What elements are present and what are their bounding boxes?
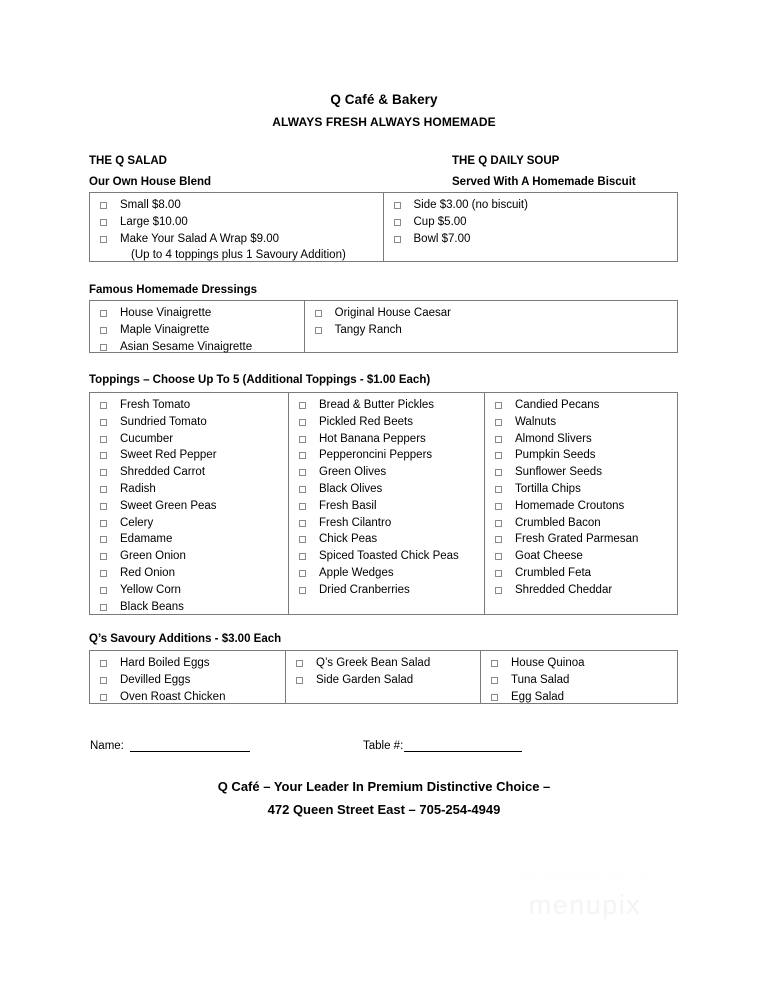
topping-option-label: Pepperoncini Peppers (319, 449, 433, 462)
soup-options-column (383, 193, 678, 261)
dressings-column-2 (304, 301, 677, 352)
salad-soup-table (89, 192, 678, 262)
topping-option-row[interactable] (485, 565, 676, 582)
topping-option-label: Shredded Cheddar (515, 583, 613, 596)
salad-option-row[interactable] (90, 197, 383, 214)
name-input-line[interactable] (130, 740, 250, 752)
topping-option-label: Bread & Butter Pickles (319, 399, 435, 411)
savoury-option-row[interactable] (90, 672, 285, 689)
salad-option-label: Large $10.00 (120, 215, 188, 228)
topping-option-row[interactable] (90, 431, 288, 448)
salad-section-subheading: Our Own House Blend (89, 176, 212, 188)
checkbox-icon[interactable] (394, 202, 401, 209)
checkbox-icon[interactable] (299, 520, 306, 527)
checkbox-icon[interactable] (100, 436, 107, 443)
salad-option-label: Make Your Salad A Wrap $9.00 (120, 232, 279, 245)
toppings-table (89, 392, 678, 615)
checkbox-icon[interactable] (100, 660, 107, 667)
name-field[interactable] (90, 740, 250, 752)
dressing-option-label: Asian Sesame Vinaigrette (120, 340, 253, 353)
topping-option-row[interactable] (90, 447, 288, 464)
checkbox-icon[interactable] (495, 402, 502, 409)
footer-tagline: Q Café – Your Leader In Premium Distinctive Choice – (217, 779, 551, 794)
topping-option-label: Black Olives (319, 482, 383, 495)
dressings-table (89, 300, 678, 353)
topping-option-label: Walnuts (515, 415, 557, 428)
table-number-field[interactable] (363, 740, 522, 752)
topping-option-row[interactable] (485, 431, 676, 448)
checkbox-icon[interactable] (299, 503, 306, 510)
checkbox-icon[interactable] (100, 202, 107, 209)
savoury-option-label: Tuna Salad (511, 673, 570, 686)
page-subtitle: ALWAYS FRESH ALWAYS HOMEMADE (272, 115, 496, 129)
checkbox-icon[interactable] (315, 310, 322, 317)
soup-option-row[interactable] (384, 197, 678, 214)
toppings-column-2 (288, 393, 484, 614)
salad-section-heading: THE Q SALAD (89, 155, 167, 167)
salad-option-label: Small $8.00 (120, 199, 181, 211)
topping-option-row[interactable] (289, 515, 484, 532)
dressing-option-label: Tangy Ranch (334, 323, 402, 336)
topping-option-label: Sweet Red Pepper (120, 449, 217, 462)
topping-option-row[interactable] (90, 582, 288, 599)
checkbox-icon[interactable] (495, 452, 502, 459)
salad-option-row[interactable] (90, 214, 383, 231)
topping-option-label: Crumbled Feta (515, 566, 592, 579)
checkbox-icon[interactable] (100, 570, 107, 577)
dressing-option-label: Original House Caesar (334, 307, 451, 319)
toppings-section-heading: Toppings – Choose Up To 5 (Additional Toppings - $1.00 Each) (89, 374, 431, 386)
topping-option-row[interactable] (90, 515, 288, 532)
checkbox-icon[interactable] (299, 402, 306, 409)
checkbox-icon[interactable] (495, 469, 502, 476)
topping-option-label: Pickled Red Beets (319, 415, 413, 428)
checkbox-icon[interactable] (299, 553, 306, 560)
checkbox-icon[interactable] (299, 436, 306, 443)
salad-wrap-note: (Up to 4 toppings plus 1 Savoury Addition) (131, 249, 346, 262)
topping-option-row[interactable] (485, 515, 676, 532)
topping-option-label: Crumbled Bacon (515, 516, 601, 529)
topping-option-row[interactable] (90, 397, 288, 414)
savoury-option-label: Side Garden Salad (316, 673, 414, 686)
topping-option-label: Dried Cranberries (319, 583, 410, 596)
checkbox-icon[interactable] (100, 402, 107, 409)
topping-option-row[interactable] (485, 548, 676, 565)
savoury-option-row[interactable] (481, 689, 676, 706)
topping-option-row[interactable] (289, 531, 484, 548)
soup-option-row[interactable] (384, 231, 678, 248)
checkbox-icon[interactable] (100, 503, 107, 510)
checkbox-icon[interactable] (299, 587, 306, 594)
dressing-option-row[interactable] (305, 305, 677, 322)
topping-option-label: Fresh Tomato (120, 399, 191, 411)
checkbox-icon[interactable] (495, 520, 502, 527)
checkbox-icon[interactable] (100, 553, 107, 560)
topping-option-label: Green Onion (120, 550, 186, 563)
topping-option-row[interactable] (90, 531, 288, 548)
topping-option-label: Fresh Grated Parmesan (515, 533, 639, 546)
savoury-option-label: Hard Boiled Eggs (120, 657, 210, 669)
footer-address: 472 Queen Street East – 705-254-4949 (267, 802, 501, 817)
page-title: Q Café & Bakery (330, 92, 438, 107)
topping-option-row[interactable] (485, 397, 676, 414)
checkbox-icon[interactable] (495, 436, 502, 443)
checkbox-icon[interactable] (100, 520, 107, 527)
soup-option-label: Cup $5.00 (413, 215, 467, 228)
watermark-brand: menupix (528, 890, 642, 920)
topping-option-label: Spiced Toasted Chick Peas (319, 550, 459, 563)
checkbox-icon[interactable] (100, 310, 107, 317)
dressings-column-1 (90, 301, 304, 352)
topping-option-row[interactable] (485, 481, 676, 498)
savoury-option-row[interactable] (90, 689, 285, 706)
salad-options-column (90, 193, 383, 261)
topping-option-row[interactable] (289, 397, 484, 414)
soup-option-label: Side $3.00 (no biscuit) (413, 199, 528, 211)
dressing-option-row[interactable] (90, 322, 304, 339)
topping-option-label: Cucumber (120, 432, 174, 445)
dressing-option-label: House Vinaigrette (120, 307, 212, 319)
topping-option-label: Black Beans (120, 600, 184, 613)
topping-option-row[interactable] (289, 464, 484, 481)
watermark-tagline: find restaurants near you (516, 870, 654, 882)
topping-option-row[interactable] (90, 414, 288, 431)
checkbox-icon[interactable] (495, 587, 502, 594)
topping-option-row[interactable] (289, 431, 484, 448)
salad-option-row[interactable] (90, 231, 383, 248)
savoury-option-row[interactable] (90, 655, 285, 672)
topping-option-label: Fresh Cilantro (319, 516, 392, 529)
savoury-option-label: Q’s Greek Bean Salad (316, 657, 431, 669)
topping-option-label: Yellow Corn (120, 583, 181, 596)
checkbox-icon[interactable] (100, 536, 107, 543)
savoury-option-label: Devilled Eggs (120, 673, 191, 686)
topping-option-row[interactable] (485, 498, 676, 515)
topping-option-row[interactable] (90, 464, 288, 481)
checkbox-icon[interactable] (299, 452, 306, 459)
soup-option-row[interactable] (384, 214, 678, 231)
checkbox-icon[interactable] (100, 469, 107, 476)
topping-option-label: Hot Banana Peppers (319, 432, 426, 445)
checkbox-icon[interactable] (491, 660, 498, 667)
topping-option-label: Radish (120, 482, 156, 495)
checkbox-icon[interactable] (100, 219, 107, 226)
checkbox-icon[interactable] (299, 570, 306, 577)
dressing-option-row[interactable] (305, 322, 677, 339)
checkbox-icon[interactable] (315, 327, 322, 334)
topping-option-label: Chick Peas (319, 533, 378, 546)
dressings-section-heading: Famous Homemade Dressings (89, 284, 258, 296)
name-field-label: Name: (90, 740, 124, 752)
topping-option-label: Edamame (120, 533, 173, 546)
topping-option-label: Shredded Carrot (120, 466, 206, 479)
savoury-column-2 (285, 651, 480, 703)
toppings-column-3 (484, 393, 676, 614)
topping-option-row[interactable] (289, 481, 484, 498)
topping-option-row[interactable] (485, 531, 676, 548)
soup-section-heading: THE Q DAILY SOUP (452, 155, 560, 167)
checkbox-icon[interactable] (299, 419, 306, 426)
topping-option-label: Sunflower Seeds (515, 466, 602, 479)
dressing-option-label: Maple Vinaigrette (120, 323, 210, 336)
savoury-option-label: Egg Salad (511, 690, 565, 703)
checkbox-icon[interactable] (495, 570, 502, 577)
topping-option-row[interactable] (289, 548, 484, 565)
topping-option-label: Green Olives (319, 466, 387, 479)
checkbox-icon[interactable] (299, 486, 306, 493)
checkbox-icon[interactable] (100, 587, 107, 594)
topping-option-row[interactable] (90, 548, 288, 565)
checkbox-icon[interactable] (100, 486, 107, 493)
checkbox-icon[interactable] (495, 503, 502, 510)
checkbox-icon[interactable] (296, 660, 303, 667)
topping-option-row[interactable] (485, 582, 676, 599)
checkbox-icon[interactable] (495, 419, 502, 426)
savoury-column-3 (480, 651, 676, 703)
topping-option-label: Apple Wedges (319, 566, 394, 579)
checkbox-icon[interactable] (495, 486, 502, 493)
savoury-column-1 (90, 651, 285, 703)
topping-option-label: Candied Pecans (515, 399, 600, 411)
savoury-option-row[interactable] (481, 655, 676, 672)
checkbox-icon[interactable] (100, 604, 107, 611)
checkbox-icon[interactable] (100, 344, 107, 351)
topping-option-row[interactable] (289, 447, 484, 464)
savoury-option-row[interactable] (481, 672, 676, 689)
checkbox-icon[interactable] (394, 236, 401, 243)
topping-option-label: Homemade Croutons (515, 499, 625, 512)
checkbox-icon[interactable] (296, 677, 303, 684)
checkbox-icon[interactable] (100, 694, 107, 701)
topping-option-row[interactable] (90, 599, 288, 616)
savoury-option-row[interactable] (286, 655, 480, 672)
checkbox-icon[interactable] (100, 419, 107, 426)
savoury-option-label: House Quinoa (511, 657, 585, 669)
topping-option-row[interactable] (90, 481, 288, 498)
checkbox-icon[interactable] (299, 536, 306, 543)
topping-option-label: Pumpkin Seeds (515, 449, 596, 462)
topping-option-label: Goat Cheese (515, 550, 583, 563)
topping-option-label: Fresh Basil (319, 499, 377, 512)
toppings-column-1 (90, 393, 288, 614)
table-number-input-line[interactable] (404, 740, 522, 752)
topping-option-row[interactable] (289, 565, 484, 582)
checkbox-icon[interactable] (100, 677, 107, 684)
checkbox-icon[interactable] (495, 553, 502, 560)
topping-option-row[interactable] (485, 464, 676, 481)
savoury-section-heading: Q’s Savoury Additions - $3.00 Each (89, 633, 282, 645)
soup-section-subheading: Served With A Homemade Biscuit (452, 176, 636, 188)
soup-option-label: Bowl $7.00 (413, 232, 471, 245)
checkbox-icon[interactable] (100, 236, 107, 243)
topping-option-label: Tortilla Chips (515, 482, 581, 495)
topping-option-row[interactable] (90, 565, 288, 582)
checkbox-icon[interactable] (100, 452, 107, 459)
topping-option-row[interactable] (289, 582, 484, 599)
dressing-option-row[interactable] (90, 305, 304, 322)
checkbox-icon[interactable] (299, 469, 306, 476)
checkbox-icon[interactable] (100, 327, 107, 334)
topping-option-row[interactable] (289, 498, 484, 515)
savoury-option-row[interactable] (286, 672, 480, 689)
topping-option-row[interactable] (485, 414, 676, 431)
dressing-option-row[interactable] (90, 339, 304, 356)
topping-option-row[interactable] (485, 447, 676, 464)
topping-option-label: Sundried Tomato (120, 415, 207, 428)
topping-option-label: Red Onion (120, 566, 175, 579)
table-number-field-label: Table #: (363, 740, 404, 752)
topping-option-label: Sweet Green Peas (120, 499, 217, 512)
topping-option-label: Almond Slivers (515, 432, 592, 445)
topping-option-row[interactable] (90, 498, 288, 515)
topping-option-label: Celery (120, 516, 154, 529)
checkbox-icon[interactable] (491, 677, 498, 684)
topping-option-row[interactable] (289, 414, 484, 431)
checkbox-icon[interactable] (495, 536, 502, 543)
checkbox-icon[interactable] (394, 219, 401, 226)
savoury-additions-table (89, 650, 678, 704)
checkbox-icon[interactable] (491, 694, 498, 701)
savoury-option-label: Oven Roast Chicken (120, 690, 226, 703)
